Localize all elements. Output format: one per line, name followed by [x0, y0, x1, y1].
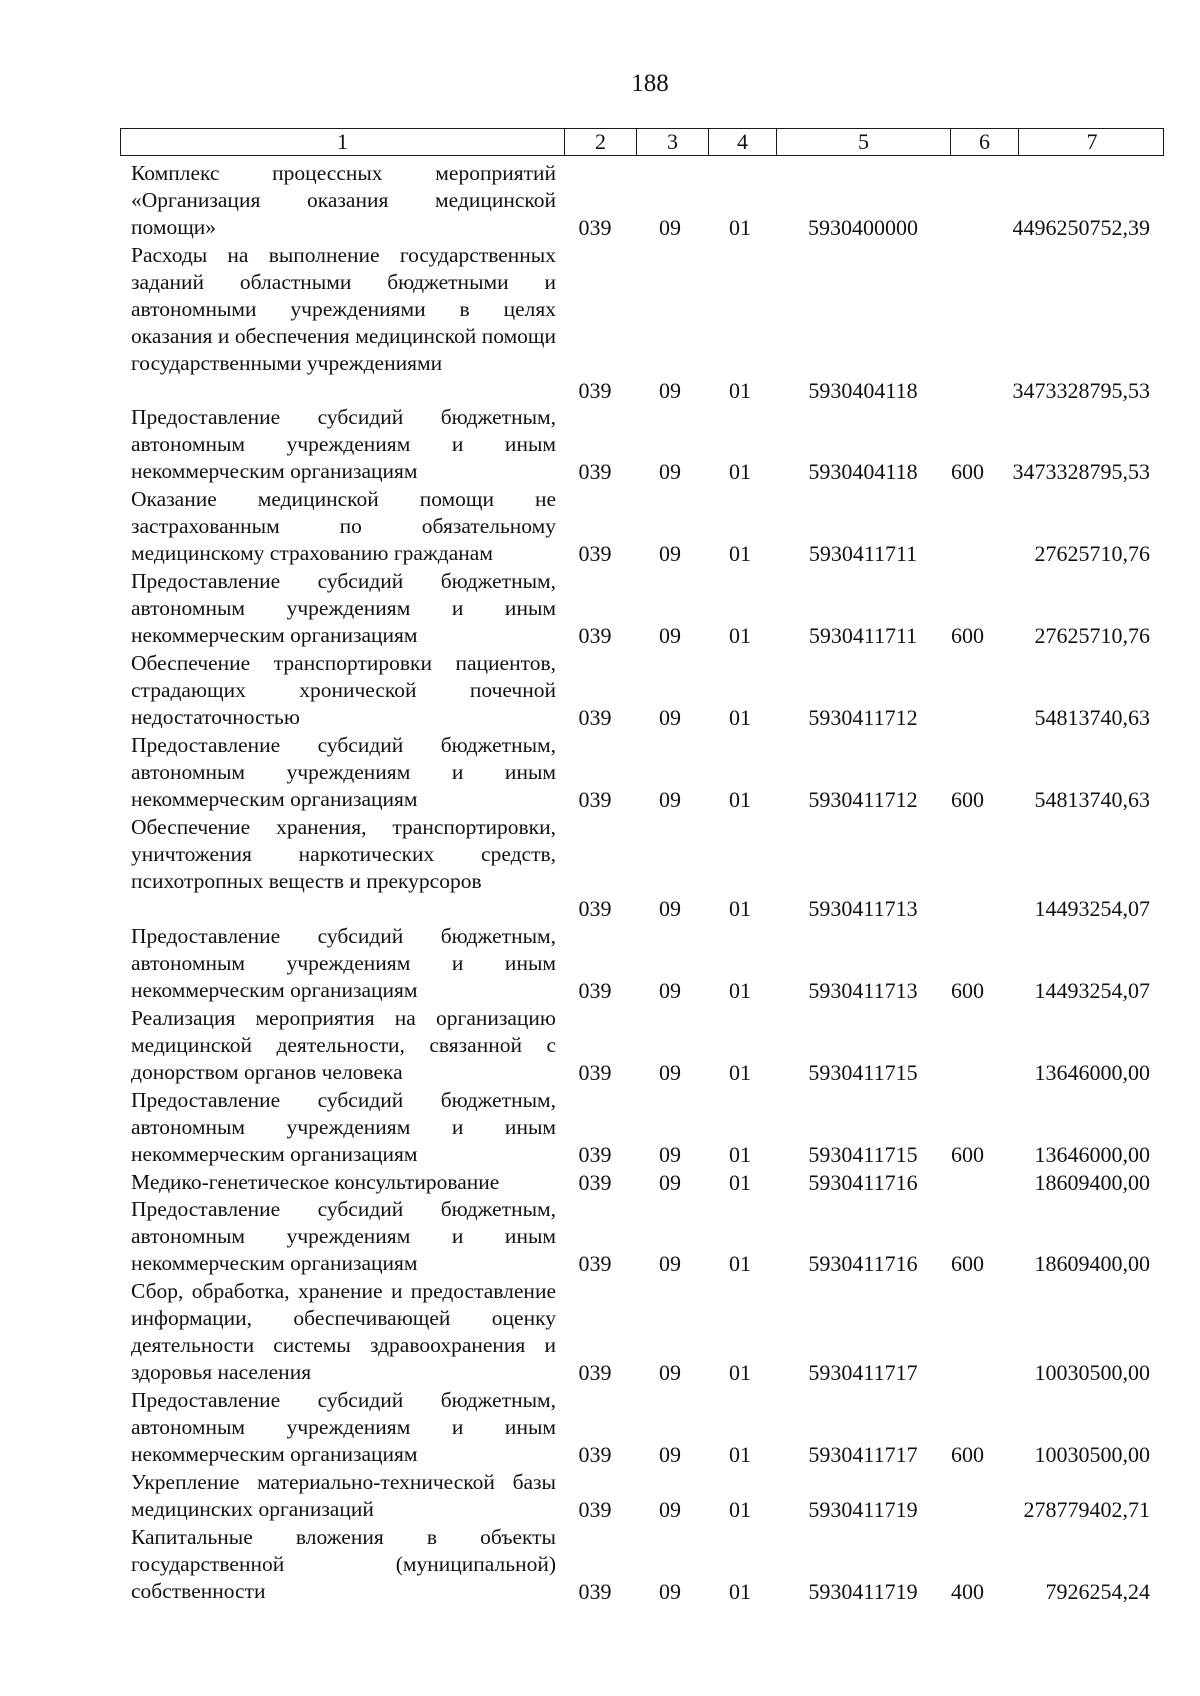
page-number: 188: [631, 70, 669, 97]
table-row: [0, 1087, 1200, 1168]
row-subsection-code: 01: [729, 1060, 751, 1085]
row-description: Обеспечение хранения, транспортировки, уничтожения наркотических средств, психотропных веществ и прекурсоров: [131, 815, 556, 893]
row-admin-code: 039: [578, 1579, 612, 1604]
row-section-code: 09: [659, 215, 681, 240]
row-target-code: 5930411715: [808, 1060, 918, 1085]
row-section-code: 09: [659, 459, 681, 484]
row-description: Обеспечение транспортировки пациентов, страдающих хронической почечной недостаточностью: [131, 651, 556, 729]
table-row: [0, 1469, 1200, 1523]
row-admin-code: 039: [578, 705, 612, 730]
row-subsection-code: 01: [729, 541, 751, 566]
row-description: Сбор, обработка, хранение и предоставление информации, обеспечивающей оценку деятельности системы здравоохранения и здоровья населения: [131, 1279, 556, 1384]
row-description: Предоставление субсидий бюджетным, автономным учреждениям и иным некоммерческим организациям: [131, 405, 556, 483]
row-sum: 3473328795,53: [1012, 459, 1150, 484]
table-row: [0, 242, 1200, 404]
row-section-code: 09: [659, 705, 681, 730]
row-expense-type: 600: [951, 1251, 984, 1276]
row-admin-code: 039: [578, 1060, 612, 1085]
row-sum: 27625710,76: [1034, 623, 1150, 648]
row-target-code: 5930411712: [808, 787, 918, 812]
row-section-code: 09: [659, 541, 681, 566]
row-description: Предоставление субсидий бюджетным, автономным учреждениям и иным некоммерческим организациям: [131, 569, 556, 647]
row-target-code: 5930411713: [808, 896, 918, 921]
header-col-5: 5: [777, 129, 951, 155]
row-sum: 14493254,07: [1034, 896, 1150, 921]
row-section-code: 09: [659, 623, 681, 648]
row-target-code: 5930411715: [808, 1142, 918, 1167]
row-description: Предоставление субсидий бюджетным, автономным учреждениям и иным некоммерческим организациям: [131, 924, 556, 1002]
row-admin-code: 039: [578, 378, 612, 403]
row-expense-type: 600: [951, 1442, 984, 1467]
table-row: [0, 923, 1200, 1004]
row-description: Реализация мероприятия на организацию медицинской деятельности, связанной с донорством органов человека: [131, 1006, 556, 1084]
row-section-code: 09: [659, 1360, 681, 1385]
row-sum: 10030500,00: [1034, 1442, 1150, 1467]
header-col-7: 7: [1086, 129, 1098, 154]
row-subsection-code: 01: [729, 459, 751, 484]
table-row: [0, 486, 1200, 567]
row-target-code: 5930404118: [808, 459, 918, 484]
row-section-code: 09: [659, 1442, 681, 1467]
row-description: Предоставление субсидий бюджетным, автономным учреждениям и иным некоммерческим организациям: [131, 1388, 556, 1466]
row-section-code: 09: [659, 1579, 681, 1604]
row-admin-code: 039: [578, 1251, 612, 1276]
table-row: [0, 1005, 1200, 1086]
row-admin-code: 039: [578, 1497, 612, 1522]
row-subsection-code: 01: [729, 1360, 751, 1385]
row-subsection-code: 01: [729, 1497, 751, 1522]
row-target-code: 5930411711: [808, 541, 918, 566]
row-sum: 14493254,07: [1034, 978, 1150, 1003]
table-row: [0, 814, 1200, 922]
row-admin-code: 039: [578, 459, 612, 484]
row-target-code: 5930411711: [808, 623, 918, 648]
row-section-code: 09: [659, 1170, 681, 1195]
header-col-2: 2: [565, 129, 637, 155]
row-target-code: 5930411712: [808, 705, 918, 730]
row-subsection-code: 01: [729, 1170, 751, 1195]
row-sum: 7926254,24: [1045, 1579, 1150, 1604]
row-admin-code: 039: [578, 541, 612, 566]
table-row: [0, 404, 1200, 485]
row-section-code: 09: [659, 787, 681, 812]
row-admin-code: 039: [578, 978, 612, 1003]
row-admin-code: 039: [578, 1170, 612, 1195]
table-row: [0, 160, 1200, 241]
row-sum: 27625710,76: [1034, 541, 1150, 566]
row-description: Комплекс процессных мероприятий «Организация оказания медицинской помощи»: [131, 161, 556, 239]
row-description: Расходы на выполнение государственных заданий областными бюджетными и автономными учреждениями в целях оказания и обеспечения медицинской помощи государственными учреждениями: [131, 243, 556, 375]
row-sum: 3473328795,53: [1012, 378, 1150, 403]
row-admin-code: 039: [578, 896, 612, 921]
row-subsection-code: 01: [729, 705, 751, 730]
row-expense-type: 600: [951, 1142, 984, 1167]
row-subsection-code: 01: [729, 1442, 751, 1467]
row-expense-type: 600: [951, 459, 984, 484]
row-description: Капитальные вложения в объекты государственной (муниципальной) собственности: [131, 1525, 556, 1603]
row-section-code: 09: [659, 978, 681, 1003]
header-col-3: 3: [637, 129, 709, 155]
table-row: [0, 1196, 1200, 1277]
row-expense-type: 600: [951, 787, 984, 812]
row-sum: 54813740,63: [1034, 705, 1150, 730]
header-col-6: 6: [951, 129, 1019, 155]
row-target-code: 5930411719: [808, 1579, 918, 1604]
row-sum: 18609400,00: [1034, 1170, 1150, 1195]
table-row: [0, 732, 1200, 813]
table-row: [0, 1524, 1200, 1605]
row-subsection-code: 01: [729, 787, 751, 812]
header-col-4: 4: [709, 129, 777, 155]
table-row: [0, 568, 1200, 649]
row-section-code: 09: [659, 1497, 681, 1522]
row-sum: 18609400,00: [1034, 1251, 1150, 1276]
row-target-code: 5930411713: [808, 978, 918, 1003]
row-description: Предоставление субсидий бюджетным, автономным учреждениям и иным некоммерческим организациям: [131, 1088, 556, 1166]
table-row: [0, 1278, 1200, 1386]
row-expense-type: 600: [951, 978, 984, 1003]
row-subsection-code: 01: [729, 1579, 751, 1604]
row-section-code: 09: [659, 1251, 681, 1276]
row-target-code: 5930404118: [808, 378, 918, 403]
row-subsection-code: 01: [729, 1251, 751, 1276]
row-description: Предоставление субсидий бюджетным, автономным учреждениям и иным некоммерческим организациям: [131, 733, 556, 811]
row-description: Укрепление материально-технической базы медицинских организаций: [131, 1470, 556, 1521]
row-subsection-code: 01: [729, 896, 751, 921]
row-subsection-code: 01: [729, 378, 751, 403]
row-admin-code: 039: [578, 1360, 612, 1385]
row-admin-code: 039: [578, 215, 612, 240]
row-sum: 54813740,63: [1034, 787, 1150, 812]
row-subsection-code: 01: [729, 215, 751, 240]
row-admin-code: 039: [578, 787, 612, 812]
row-sum: 10030500,00: [1034, 1360, 1150, 1385]
row-section-code: 09: [659, 896, 681, 921]
row-description: Предоставление субсидий бюджетным, автономным учреждениям и иным некоммерческим организациям: [131, 1197, 556, 1275]
row-subsection-code: 01: [729, 623, 751, 648]
row-admin-code: 039: [578, 623, 612, 648]
row-description: Оказание медицинской помощи не застрахованным по обязательному медицинскому страхованию гражданам: [131, 487, 556, 565]
row-description: Медико-генетическое консультирование: [131, 1170, 500, 1194]
row-target-code: 5930411717: [808, 1442, 918, 1467]
row-sum: 278779402,71: [1023, 1497, 1150, 1522]
table-row: [0, 650, 1200, 731]
row-subsection-code: 01: [729, 1142, 751, 1167]
row-target-code: 5930411716: [808, 1251, 918, 1276]
row-target-code: 5930411716: [808, 1170, 918, 1195]
row-sum: 4496250752,39: [1012, 215, 1150, 240]
header-col-1: 1: [121, 129, 565, 155]
row-target-code: 5930411717: [808, 1360, 918, 1385]
row-target-code: 5930411719: [808, 1497, 918, 1522]
table-header: [120, 128, 1164, 156]
row-section-code: 09: [659, 378, 681, 403]
row-expense-type: 400: [951, 1579, 984, 1604]
row-section-code: 09: [659, 1060, 681, 1085]
row-admin-code: 039: [578, 1442, 612, 1467]
row-sum: 13646000,00: [1034, 1060, 1150, 1085]
row-section-code: 09: [659, 1142, 681, 1167]
row-sum: 13646000,00: [1034, 1142, 1150, 1167]
table-row: [0, 1169, 1200, 1196]
row-target-code: 5930400000: [808, 215, 918, 240]
row-admin-code: 039: [578, 1142, 612, 1167]
table-row: [0, 1387, 1200, 1468]
row-subsection-code: 01: [729, 978, 751, 1003]
row-expense-type: 600: [951, 623, 984, 648]
